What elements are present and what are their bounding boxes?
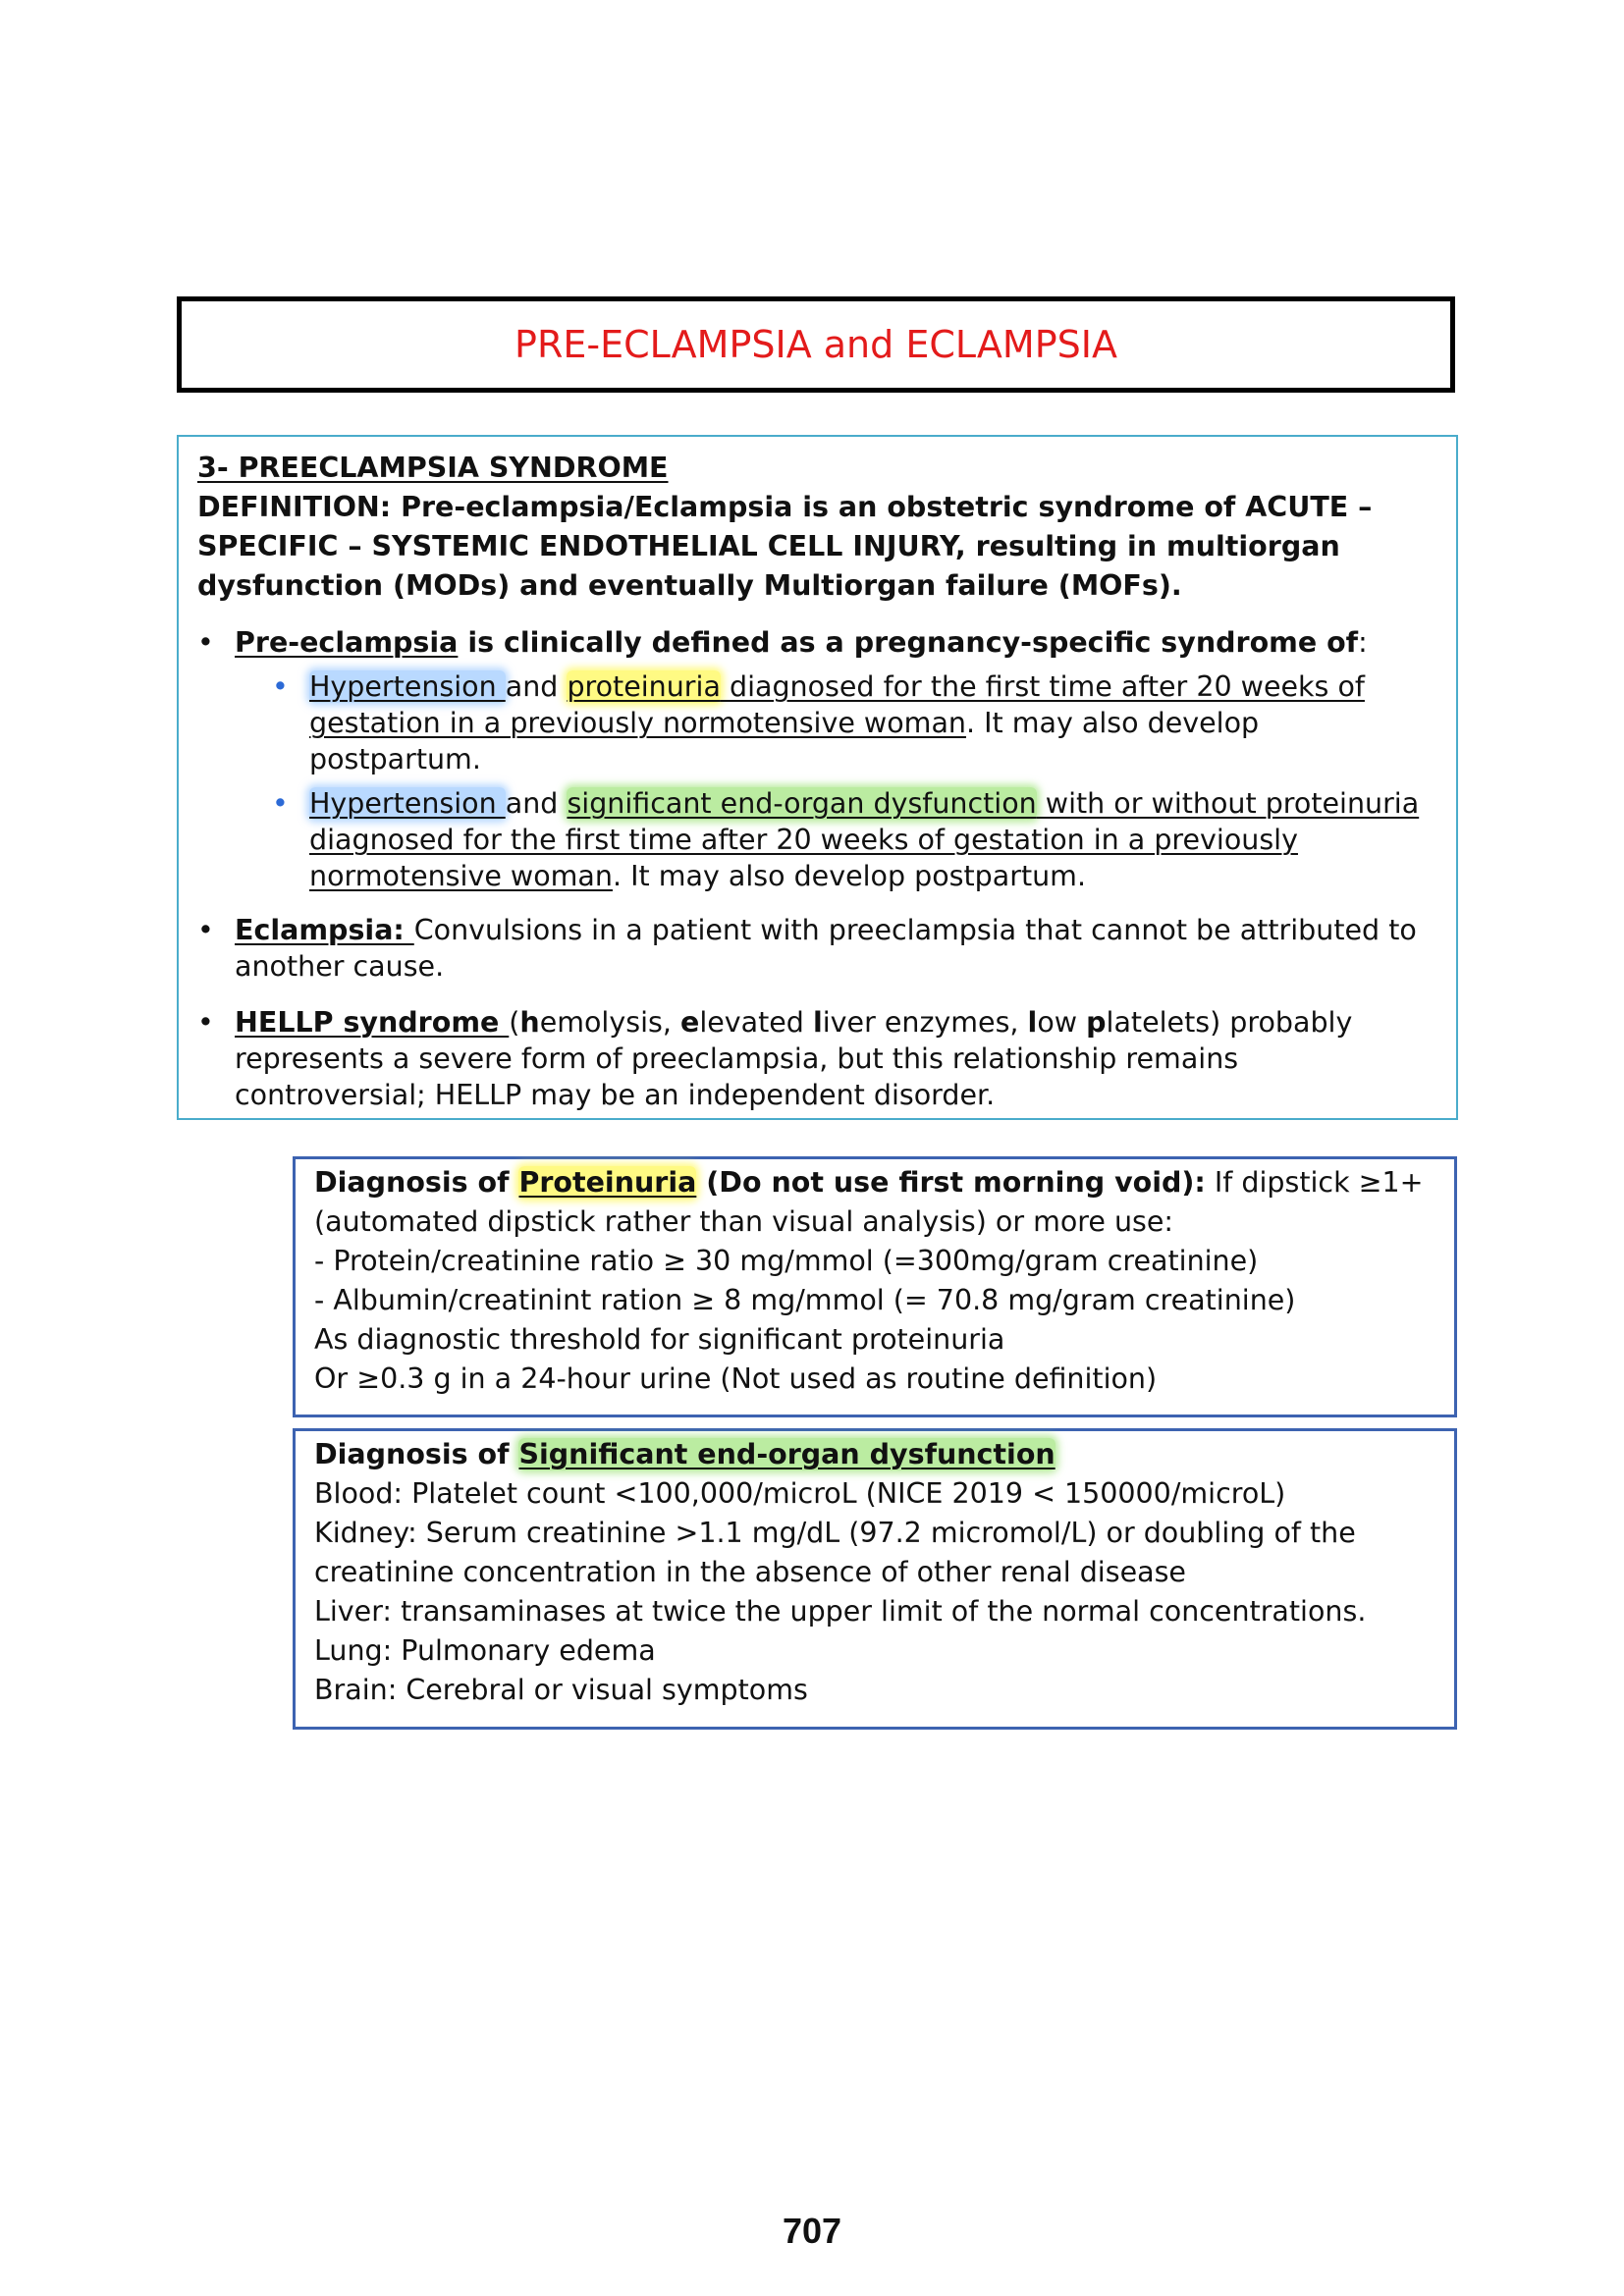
and-text: and — [505, 670, 568, 703]
hypertension-highlight: Hypertension — [309, 670, 506, 703]
proteinuria-diagnosis-intro — [314, 1163, 1436, 1242]
proteinuria-diagnosis-box — [293, 1156, 1457, 1417]
sublist-item-proteinuria — [235, 668, 1436, 777]
hellp-text: latelets) probably represents a severe form of preeclampsia, but this relationship remains controversial; HELLP may be an independent disorder. — [235, 1006, 1353, 1111]
end-organ-term: Significant end-organ dysfunction — [518, 1438, 1056, 1470]
hellp-text: levated — [699, 1006, 813, 1039]
list-item-preeclampsia — [197, 623, 1436, 894]
list-item-eclampsia — [197, 912, 1436, 985]
end-organ-diagnosis-heading — [314, 1435, 1436, 1474]
hellp-letter: p — [1086, 1006, 1107, 1039]
hellp-letter: l — [1027, 1006, 1038, 1039]
hellp-letter: l — [812, 1006, 823, 1039]
preeclampsia-colon: : — [1358, 626, 1368, 659]
hellp-term: HELLP syndrome — [235, 1006, 510, 1039]
hellp-letter: h — [519, 1006, 540, 1039]
section-heading: 3- PREECLAMPSIA SYNDROME — [197, 452, 669, 484]
page-number: 707 — [782, 2211, 842, 2251]
proteinuria-line: - Protein/creatinine ratio ≥ 30 mg/mmol (=300mg/gram creatinine) — [314, 1245, 1259, 1277]
hellp-text: iver enzymes, — [822, 1006, 1028, 1039]
eclampsia-text: Convulsions in a patient with preeclampsia that cannot be attributed to another cause. — [235, 914, 1417, 983]
list-item-hellp — [197, 1004, 1436, 1113]
end-organ-line-liver: Liver: transaminases at twice the upper limit of the normal concentrations. — [314, 1595, 1367, 1628]
hellp-text: emolysis, — [539, 1006, 680, 1039]
proteinuria-term: Proteinuria — [518, 1166, 697, 1199]
and-text: and — [505, 787, 568, 820]
end-organ-line-lung: Lung: Pulmonary edema — [314, 1634, 656, 1667]
proteinuria-rule: If dipstick ≥1+ (automated dipstick rather than visual analysis) or more use: — [314, 1166, 1424, 1238]
page-title: PRE-ECLAMPSIA and ECLAMPSIA — [514, 323, 1117, 366]
criteria-text: with or without proteinuria diagnosed for the first time after 20 weeks of gestation in a previously normotensive woman — [309, 787, 1420, 892]
proteinuria-line: Or ≥0.3 g in a 24-hour urine (Not used as routine definition) — [314, 1362, 1158, 1395]
diagnosis-lead: Diagnosis of — [314, 1166, 519, 1199]
preeclampsia-intro: is clinically defined as a pregnancy-specific syndrome of — [458, 626, 1359, 659]
criteria-text: diagnosed for the first time after 20 weeks of gestation in a previously normotensive woman — [309, 670, 1365, 739]
criteria-list — [197, 623, 1436, 1113]
end-organ-line-kidney: Kidney: Serum creatinine >1.1 mg/dL (97.2 micromol/L) or doubling of the creatinine concentration in the absence of other renal disease — [314, 1517, 1356, 1588]
proteinuria-note: (Do not use first morning void): — [696, 1166, 1206, 1199]
postpartum-note: . It may also develop postpartum. — [612, 860, 1087, 892]
definition-text: DEFINITION: Pre-eclampsia/Eclampsia is an obstetric syndrome of ACUTE – SPECIFIC – SYSTEMIC ENDOTHELIAL CELL INJURY, resulting in multiorgan dysfunction (MODs) and eventually Multiorgan failure (MOFs). — [197, 491, 1373, 602]
proteinuria-line: As diagnostic threshold for significant proteinuria — [314, 1323, 1005, 1356]
hellp-letter: e — [679, 1006, 700, 1039]
sublist-item-end-organ — [235, 785, 1436, 894]
preeclampsia-term: Pre-eclampsia — [235, 626, 459, 659]
hypertension-highlight: Hypertension — [309, 787, 506, 820]
end-organ-diagnosis-box — [293, 1428, 1457, 1730]
diagnosis-lead: Diagnosis of — [314, 1438, 519, 1470]
title-box — [177, 296, 1455, 393]
hellp-text: ( — [509, 1006, 520, 1039]
syndrome-box — [177, 435, 1458, 1120]
end-organ-line-brain: Brain: Cerebral or visual symptoms — [314, 1674, 808, 1706]
postpartum-note: . It may also develop postpartum. — [309, 707, 1260, 775]
end-organ-highlight: significant end-organ dysfunction — [567, 787, 1037, 820]
end-organ-line-blood: Blood: Platelet count <100,000/microL (NICE 2019 < 150000/microL) — [314, 1477, 1286, 1510]
eclampsia-term: Eclampsia: — [235, 914, 414, 946]
proteinuria-highlight: proteinuria — [567, 670, 721, 703]
preeclampsia-sublist — [235, 668, 1436, 894]
hellp-text: ow — [1037, 1006, 1087, 1039]
proteinuria-line: - Albumin/creatinint ration ≥ 8 mg/mmol (= 70.8 mg/gram creatinine) — [314, 1284, 1296, 1316]
